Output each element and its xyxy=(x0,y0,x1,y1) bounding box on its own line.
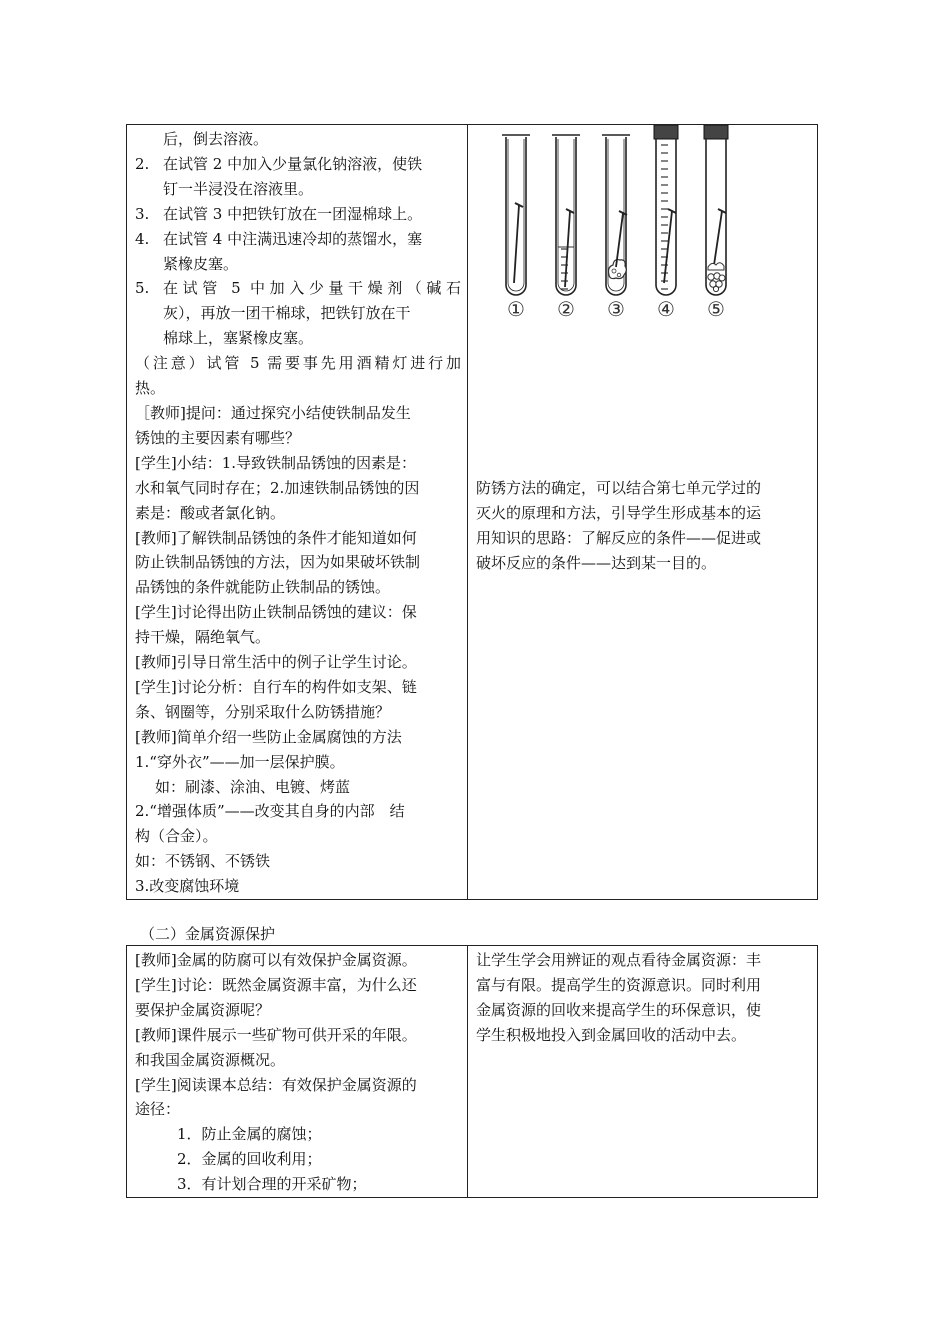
section-heading: （二）金属资源保护 xyxy=(140,925,276,943)
table-1-line: 品锈蚀的条件就能防止铁制品的锈蚀。 xyxy=(135,578,391,597)
table-1-line: [教师]简单介绍一些防止金属腐蚀的方法 xyxy=(135,727,402,746)
table-1-line: （注意）试管 5 需要事先用酒精灯进行加 xyxy=(135,354,461,373)
table-2-line: [学生]阅读课本总结：有效保护金属资源的 xyxy=(135,1075,417,1094)
tube-label-1: ① xyxy=(507,297,525,321)
table-2-line: 要保护金属资源呢？ xyxy=(135,1000,271,1019)
table2-right-text xyxy=(468,946,817,1048)
table-1-line: 构（合金）。 xyxy=(135,827,218,846)
table2-left-text xyxy=(127,946,467,1197)
note-line: 让学生学会用辨证的观点看待金属资源：丰 xyxy=(476,951,762,969)
note-line: 防锈方法的确定，可以结合第七单元学过的 xyxy=(476,479,762,497)
table-1-line: 素是：酸或者氯化钠。 xyxy=(135,503,286,522)
test-tube-figure xyxy=(468,125,817,458)
test-tubes-illustration xyxy=(496,125,796,325)
table1-right-cell xyxy=(468,125,818,900)
table-1-line: 如：不锈钢、不锈铁 xyxy=(135,852,271,871)
table-1-line: 条、钢圈等，分别采取什么防锈措施？ xyxy=(135,702,391,721)
note-line: 学生积极地投入到金属回收的活动中去。 xyxy=(476,1026,747,1044)
line-text: 在试管 4 中注满迅速冷却的蒸馏水，塞 xyxy=(163,229,423,248)
table-1-line xyxy=(135,227,461,252)
tube-label-3: ③ xyxy=(607,297,625,321)
table-1-line xyxy=(135,152,461,177)
table-1-line: [教师]了解铁制品锈蚀的条件才能知道如何 xyxy=(135,528,417,547)
table2-right-cell xyxy=(468,946,818,1198)
table-2-line: [教师]课件展示一些矿物可供开采的年限。 xyxy=(135,1025,417,1044)
tube-label-5: ⑤ xyxy=(707,297,725,321)
table-1-line: 水和氧气同时存在；2.加速铁制品锈蚀的因 xyxy=(135,478,420,497)
table-1-line xyxy=(135,276,461,301)
table-2-line: 1．防止金属的腐蚀； xyxy=(177,1125,322,1144)
note-line: 破坏反应的条件——达到某一目的。 xyxy=(476,554,717,572)
table-1-line: 灰），再放一团干棉球，把铁钉放在干 xyxy=(163,304,411,323)
note-line: 用知识的思路：了解反应的条件——促进或 xyxy=(476,529,762,547)
table-1-line: 防止铁制品锈蚀的方法，因为如果破坏铁制 xyxy=(135,553,421,572)
table-1-line: 3.改变腐蚀环境 xyxy=(135,877,240,896)
table-2-line: [教师]金属的防腐可以有效保护金属资源。 xyxy=(135,951,417,969)
line-text: 在试管 2 中加入少量氯化钠溶液，使铁 xyxy=(163,154,423,173)
table-1-line: [教师]引导日常生活中的例子让学生讨论。 xyxy=(135,653,417,672)
note-line: 富与有限。提高学生的资源意识。同时利用 xyxy=(476,976,762,994)
list-number: 4. xyxy=(135,229,150,248)
table-2-line: 2．金属的回收利用； xyxy=(177,1150,322,1169)
table-1-line: [学生]小结：1.导致铁制品锈蚀的因素是： xyxy=(135,453,417,472)
table-1-line: 棉球上，塞紧橡皮塞。 xyxy=(163,329,314,348)
tube-3 xyxy=(602,135,630,295)
table-2-line: 3．有计划合理的开采矿物； xyxy=(177,1175,367,1194)
table-2-line: 途径： xyxy=(135,1100,181,1119)
table1-right-text xyxy=(468,474,817,576)
table-2-line: 和我国金属资源概况。 xyxy=(135,1050,286,1069)
tube-label-2: ② xyxy=(557,297,575,321)
tube-label-4: ④ xyxy=(657,297,675,321)
table-1-line: 2.“增强体质”——改变其自身的内部 结 xyxy=(135,802,405,821)
table-1-line: ［教师]提问：通过探究小结使铁制品发生 xyxy=(135,403,411,422)
table-1-line: 热。 xyxy=(135,379,166,398)
tube-1 xyxy=(502,135,530,295)
lesson-table-2 xyxy=(126,945,818,1198)
line-text: 在试管 3 中把铁钉放在一团湿棉球上。 xyxy=(163,204,423,223)
tube-4 xyxy=(654,125,678,295)
list-number: 2. xyxy=(135,154,150,173)
note-line: 灭火的原理和方法，引导学生形成基本的运 xyxy=(476,504,762,522)
note-line: 金属资源的回收来提高学生的环保意识，使 xyxy=(476,1001,762,1019)
table-1-line: 紧橡皮塞。 xyxy=(163,254,239,273)
list-number: 5. xyxy=(135,279,150,298)
list-number: 3. xyxy=(135,204,150,223)
table1-left-text xyxy=(127,125,467,899)
table2-left-cell xyxy=(127,946,468,1198)
table-2-line: [学生]讨论：既然金属资源丰富，为什么还 xyxy=(135,975,417,994)
table-1-line: 如：刷漆、涂油、电镀、烤蓝 xyxy=(155,777,351,796)
table-1-line: [学生]讨论分析：自行车的构件如支架、链 xyxy=(135,677,417,696)
table-1-line xyxy=(135,202,461,227)
line-text: 在试管 5 中加入少量干燥剂（碱石 xyxy=(163,279,461,298)
table-1-line: 锈蚀的主要因素有哪些？ xyxy=(135,428,301,447)
table-1-line: 1.“穿外衣”——加一层保护膜。 xyxy=(135,752,345,771)
table-1-line: 钉一半浸没在溶液里。 xyxy=(163,179,314,198)
table-1-line: 后，倒去溶液。 xyxy=(163,130,269,148)
table-1-line: 持干燥，隔绝氧气。 xyxy=(135,628,271,647)
table-1-line: [学生]讨论得出防止铁制品锈蚀的建议：保 xyxy=(135,603,417,622)
lesson-table-1 xyxy=(126,124,818,900)
tube-5 xyxy=(704,125,728,295)
table1-left-cell xyxy=(127,125,468,900)
tube-2 xyxy=(552,135,580,295)
